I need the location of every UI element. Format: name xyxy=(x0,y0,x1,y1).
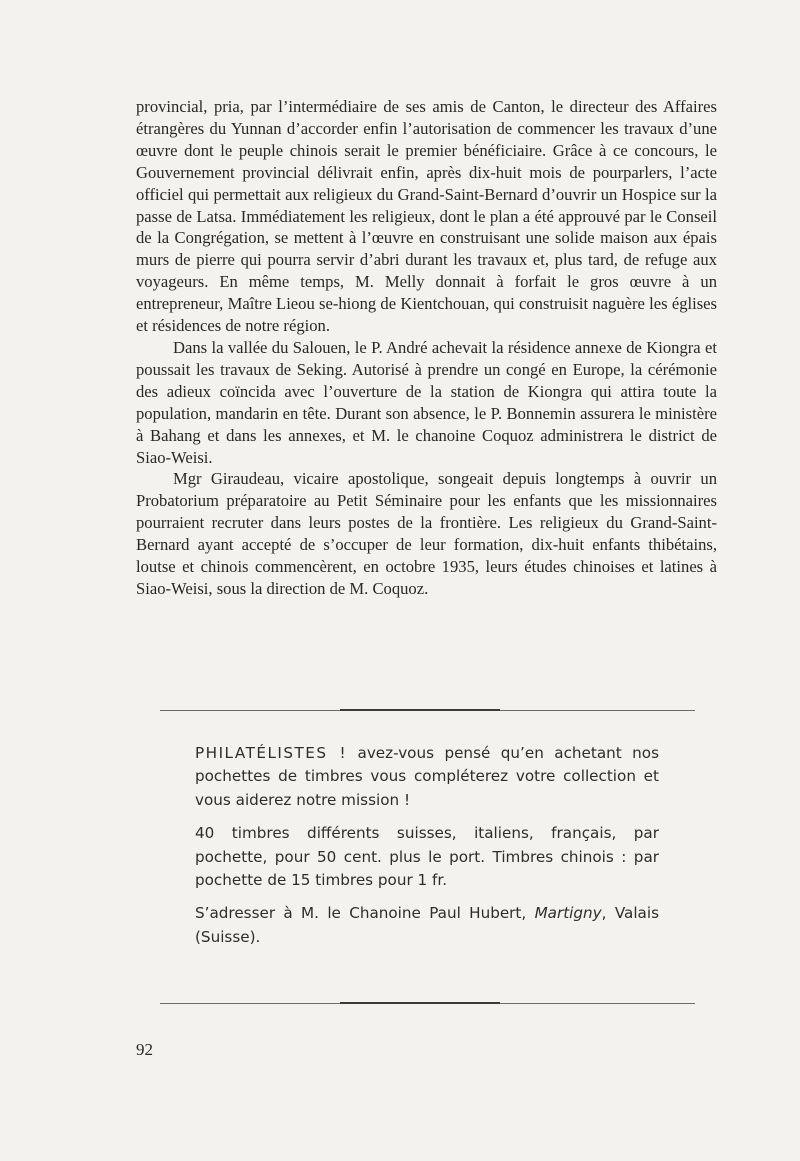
page-number: 92 xyxy=(136,1040,153,1059)
philatelists-notice xyxy=(195,742,659,959)
divider-top xyxy=(160,710,695,711)
paragraph-2: Dans la vallée du Salouen, le P. André achevait la résidence annexe de Kiongra et poussait les travaux de Seking. Autorisé à prendre un congé en Europe, la cérémonie des adieux coïncida avec l’ouverture de la station de Kiongra qui attira toute la population, mandarin en tête. Durant son absence, le P. Bonnemin assurera le ministère à Bahang et dans les annexes, et M. le chanoine Coquoz administrera le district de Siao-Weisi. xyxy=(136,337,717,467)
article-body xyxy=(136,96,717,600)
notice-offer: 40 timbres différents suisses, italiens, français, par pochette, pour 50 cent. plus le port. Timbres chinois : par pochette de 15 timbres pour 1 fr. xyxy=(195,824,659,890)
notice-address xyxy=(195,902,659,949)
notice-intro xyxy=(195,742,659,812)
paragraph-1: provincial, pria, par l’intermédiaire de ses amis de Canton, le directeur des Affaires étrangères du Yunnan d’accorder enfin l’autorisation de commencer les travaux d’une œuvre dont le peuple chinois serait le premier bénéficiaire. Grâce à ce concours, le Gouvernement provincial délivrait enfin, après dix-huit mois de pourparlers, l’acte officiel qui permettait aux religieux du Grand-Saint-Bernard d’ouvrir un Hospice sur la passe de Latsa. Immédiatement les religieux, dont le plan a été approuvé par le Conseil de la Congrégation, se mettent à l’œuvre en construisant une solide maison aux épais murs de pierre qui pourra servir d’abri durant les travaux et, plus tard, de refuge aux voyageurs. En même temps, M. Melly donnait à forfait le gros œuvre à un entrepreneur, Maître Lieou se-hiong de Kientchouan, qui construisit naguère les églises et résidences de notre région. xyxy=(136,97,717,336)
paragraph-3: Mgr Giraudeau, vicaire apostolique, songeait depuis longtemps à ouvrir un Probatorium préparatoire au Petit Séminaire pour les enfants que les missionnaires pourraient recruter dans leurs postes de la frontière. Les religieux du Grand-Saint-Bernard ayant accepté de s’occuper de leur formation, dix-huit enfants thibétains, loutse et chinois commencèrent, en octobre 1935, leurs études chinoises et latines à Siao-Weisi, sous la direction de M. Coquoz. xyxy=(136,469,717,598)
notice-address-suffix: , Valais (Suisse). xyxy=(195,904,659,946)
notice-lead: PHILATÉLISTES ! xyxy=(195,744,348,762)
notice-address-place: Martigny xyxy=(534,904,602,923)
divider-bottom xyxy=(160,1003,695,1004)
notice-intro-text: avez-vous pensé qu’en achetant nos pochettes de timbres vous compléterez votre collection et vous aiderez notre mission ! xyxy=(195,744,659,809)
notice-address-prefix: S’adresser à M. le Chanoine Paul Hubert, xyxy=(195,904,535,923)
